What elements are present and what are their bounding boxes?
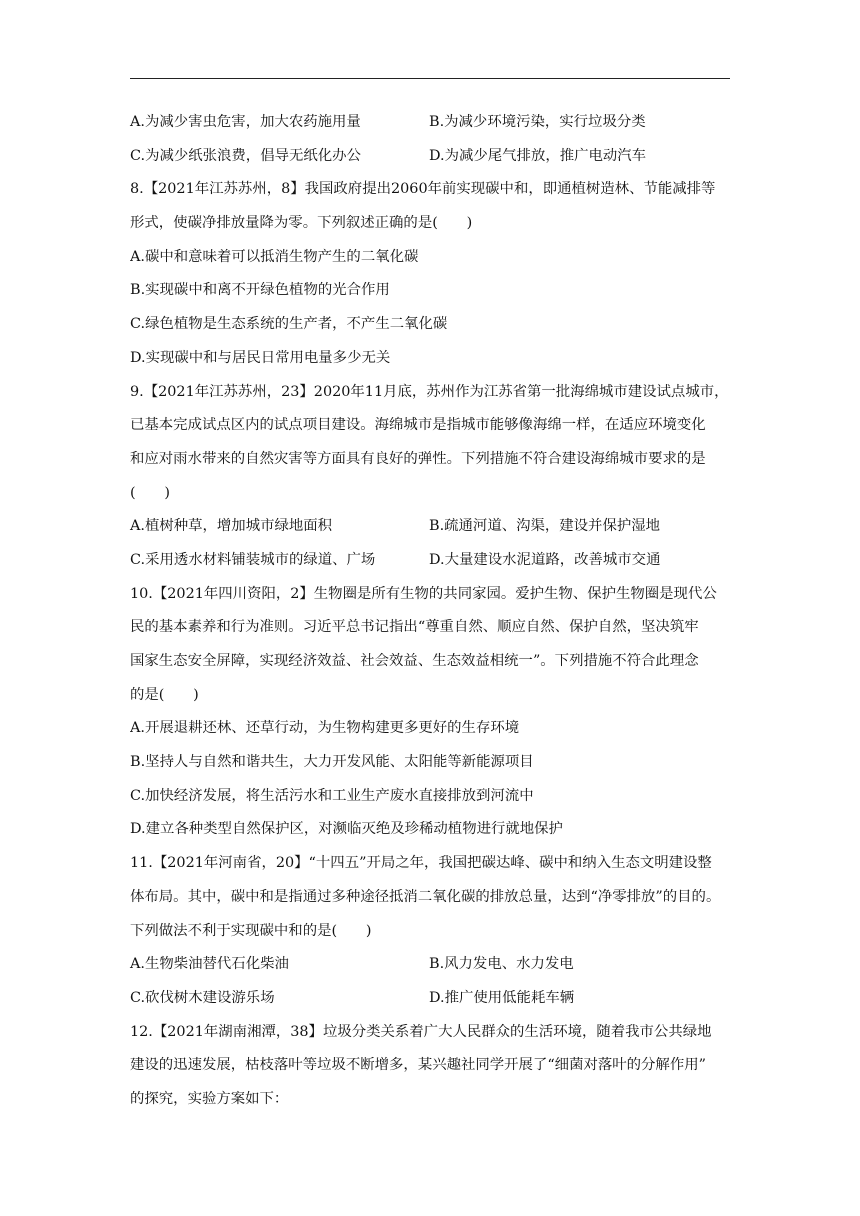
q9-options-row-2 bbox=[130, 544, 730, 578]
q10-stem-line-2: 民的基本素养和行为准则。习近平总书记指出“尊重自然、顺应自然、保护自然，坚决筑牢 bbox=[130, 619, 699, 636]
header-rule bbox=[130, 78, 730, 79]
q10-option-b: B.坚持人与自然和谐共生，大力开发风能、太阳能等新能源项目 bbox=[130, 754, 534, 771]
q11-option-a: A.生物柴油替代石化柴油 bbox=[130, 956, 289, 973]
q9-stem-line-2: 已基本完成试点区内的试点项目建设。海绵城市是指城市能够像海绵一样，在适应环境变化 bbox=[130, 417, 706, 434]
q9-stem-line-3: 和应对雨水带来的自然灾害等方面具有良好的弹性。下列措施不符合建设海绵城市要求的是 bbox=[130, 450, 706, 467]
q10-option-c: C.加快经济发展，将生活污水和工业生产废水直接排放到河流中 bbox=[130, 787, 534, 804]
q7-options-row-2 bbox=[130, 140, 730, 174]
q12-stem-line-2: 建设的迅速发展，枯枝落叶等垃圾不断增多，某兴趣社同学开展了“细菌对落叶的分解作用” bbox=[130, 1057, 706, 1074]
q7-option-c: C.为减少纸张浪费，倡导无纸化办公 bbox=[130, 147, 361, 164]
q8-option-c: C.绿色植物是生态系统的生产者，不产生二氧化碳 bbox=[130, 316, 448, 333]
q8-option-b: B.实现碳中和离不开绿色植物的光合作用 bbox=[130, 282, 390, 299]
q7-option-d: D.为减少尾气排放，推广电动汽车 bbox=[429, 147, 647, 164]
q8-stem-line-1: 8.【2021年江苏苏州，8】我国政府提出2060年前实现碳中和，即通植树造林、节能减排等 bbox=[130, 181, 716, 198]
q9-options-row-1 bbox=[130, 510, 730, 544]
q11-stem-line-1: 11.【2021年河南省，20】“十四五”开局之年，我国把碳达峰、碳中和纳入生态文明建设整 bbox=[130, 855, 712, 872]
question-list bbox=[130, 106, 730, 1117]
q9-stem-line-4: ( ) bbox=[130, 484, 171, 501]
q10-option-a: A.开展退耕还林、还草行动，为生物构建更多更好的生存环境 bbox=[130, 720, 520, 737]
q8-option-d: D.实现碳中和与居民日常用电量多少无关 bbox=[130, 349, 391, 366]
q9-option-b: B.疏通河道、沟渠，建设并保护湿地 bbox=[429, 518, 661, 535]
q9-option-a: A.植树种草，增加城市绿地面积 bbox=[130, 518, 333, 535]
q10-option-d: D.建立各种类型自然保护区，对濒临灭绝及珍稀动植物进行就地保护 bbox=[130, 821, 563, 838]
q11-options-row-2 bbox=[130, 982, 730, 1016]
q10-stem-line-1: 10.【2021年四川资阳，2】生物圈是所有生物的共同家园。爱护生物、保护生物圈是现代公 bbox=[130, 585, 717, 602]
q11-option-d: D.推广使用低能耗车辆 bbox=[429, 989, 575, 1006]
q11-stem-line-2: 体布局。其中，碳中和是指通过多种途径抵消二氧化碳的排放总量，达到“净零排放”的目的。 bbox=[130, 888, 721, 905]
q7-option-b: B.为减少环境污染，实行垃圾分类 bbox=[429, 114, 646, 130]
q9-option-c: C.采用透水材料铺装城市的绿道、广场 bbox=[130, 551, 376, 568]
q8-option-a: A.碳中和意味着可以抵消生物产生的二氧化碳 bbox=[130, 248, 419, 265]
q11-option-c: C.砍伐树木建设游乐场 bbox=[130, 989, 275, 1006]
q9-option-d: D.大量建设水泥道路，改善城市交通 bbox=[429, 551, 661, 568]
q11-option-b: B.风力发电、水力发电 bbox=[429, 956, 574, 973]
q10-stem-line-4: 的是( ) bbox=[130, 686, 199, 703]
q12-stem-line-3: 的探究，实验方案如下： bbox=[130, 1090, 289, 1107]
q8-stem-line-2: 形式，使碳净排放量降为零。下列叙述正确的是( ) bbox=[130, 215, 473, 232]
q11-options-row-1 bbox=[130, 948, 730, 982]
q10-stem-line-3: 国家生态安全屏障，实现经济效益、社会效益、生态效益相统一”。下列措施不符合此理念 bbox=[130, 653, 699, 669]
q9-stem-line-1: 9.【2021年江苏苏州，23】2020年11月底，苏州作为江苏省第一批海绵城市建设试点城市， bbox=[130, 383, 729, 400]
q12-stem-line-1: 12.【2021年湖南湘潭，38】垃圾分类关系着广大人民群众的生活环境，随着我市公共绿地 bbox=[130, 1023, 712, 1040]
q7-options-row-1 bbox=[130, 106, 730, 140]
q7-option-a: A.为减少害虫危害，加大农药施用量 bbox=[130, 114, 361, 130]
q11-stem-line-3: 下列做法不利于实现碳中和的是( ) bbox=[130, 922, 372, 939]
